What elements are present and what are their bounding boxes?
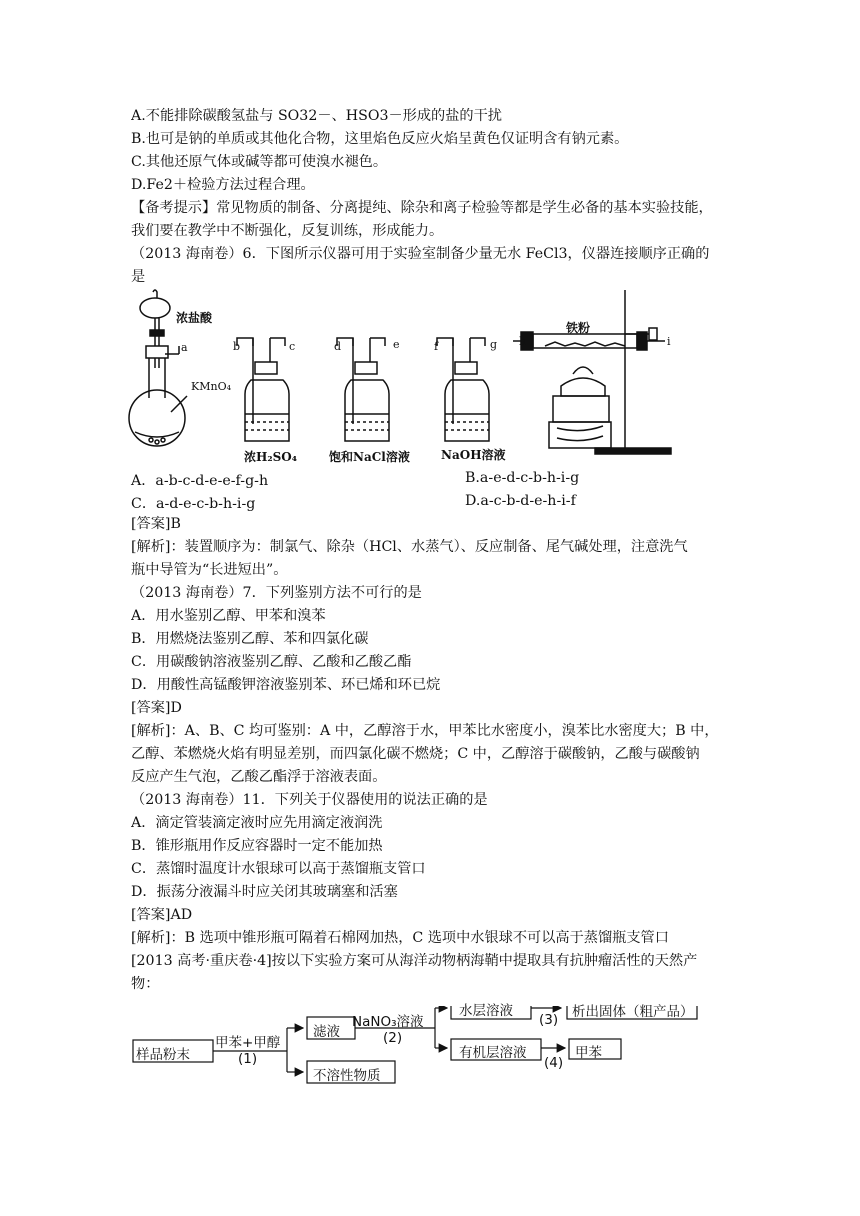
q6-option-b: B.a-e-d-c-b-h-i-g [465, 470, 580, 486]
port-f-label: f [434, 340, 439, 353]
flow-step-1: (1) [238, 1051, 258, 1067]
cq-stem-line-1: [2013 高考·重庆卷·4]按以下实验方案可从海洋动物柄海鞘中提取具有抗肿瘤活性的天然产 [131, 953, 698, 969]
flow-solid: 析出固体（粗产品） [572, 1004, 694, 1020]
flow-step-4: (4) [544, 1055, 564, 1071]
kmno4-label: KMnO₄ [191, 380, 231, 393]
text-line-1: A.不能排除碳酸氢盐与 SO32－、HSO3－形成的盐的干扰 [131, 108, 502, 124]
flow-organic: 有机层溶液 [459, 1045, 527, 1061]
q7-analysis-line-3: 反应产生气泡，乙酸乙酯浮于溶液表面。 [131, 769, 387, 785]
port-a-label: a [181, 341, 188, 354]
port-i-label: i [667, 335, 671, 348]
flow-aqueous: 水层溶液 [459, 1003, 513, 1019]
q11-answer: [答案]AD [131, 907, 193, 923]
q6-stem-line-1: （2013 海南卷）6．下图所示仪器可用于实验室制备少量无水 FeCl3，仪器连接顺序正确的 [131, 246, 710, 262]
tip-line-2: 我们要在教学中不断强化，反复训练，形成能力。 [131, 223, 444, 239]
flow-step-3: (3) [539, 1012, 559, 1028]
q11-option-b: B．锥形瓶用作反应容器时一定不能加热 [131, 838, 383, 854]
q6-option-a: A．a-b-c-d-e-e-f-g-h [131, 473, 269, 489]
q11-stem: （2013 海南卷）11．下列关于仪器使用的说法正确的是 [131, 792, 488, 808]
funnel-stopper [153, 290, 157, 298]
port-d-label: d [334, 340, 342, 353]
bottle2-label: 饱和NaCl溶液 [329, 450, 410, 464]
q7-stem: （2013 海南卷）7．下列鉴别方法不可行的是 [131, 585, 422, 601]
text-line-3: C.其他还原气体或碱等都可使溴水褪色。 [131, 154, 388, 170]
tip-line-1: 【备考提示】常见物质的制备、分离提纯、除杂和离子检验等都是学生必备的基本实验技能， [131, 200, 713, 216]
wash-bottle-1 [237, 338, 289, 441]
flow-toluene: 甲苯 [575, 1045, 602, 1061]
wash-bottle-2 [337, 338, 389, 441]
port-g-label: g [490, 338, 498, 351]
cq-stem-line-2: 物： [131, 976, 160, 992]
bottle1-label: 浓H₂SO₄ [244, 450, 297, 464]
iron-powder-label: 铁粉 [566, 321, 591, 335]
flow-sample: 样品粉末 [136, 1047, 190, 1063]
q7-option-c: C．用碳酸钠溶液鉴别乙醇、乙酸和乙酸乙酯 [131, 654, 412, 670]
q11-analysis: [解析]：B 选项中锥形瓶可隔着石棉网加热，C 选项中水银球不可以高于蒸馏瓶支管口 [131, 930, 669, 946]
flow-filtrate: 滤液 [313, 1024, 340, 1040]
flow-step-2: (2) [383, 1030, 403, 1046]
q7-analysis-line-2: 乙醇、苯燃烧火焰有明显差别，而四氯化碳不燃烧；C 中，乙醇溶于碳酸钠，乙酸与碳酸钠 [131, 746, 700, 762]
funnel-label: 浓盐酸 [176, 311, 213, 325]
iron-stand [513, 290, 671, 454]
wash-bottle-3 [437, 338, 489, 441]
q7-option-a: A．用水鉴别乙醇、甲苯和溴苯 [131, 608, 326, 624]
q6-answer: [答案]B [131, 516, 181, 532]
port-h-label: h [519, 335, 527, 348]
q7-answer: [答案]D [131, 700, 182, 716]
q11-option-d: D．振荡分液漏斗时应关闭其玻璃塞和活塞 [131, 884, 398, 900]
port-c-label: c [289, 340, 296, 353]
q6-analysis-line-2: 瓶中导管为“长进短出”。 [131, 562, 288, 578]
text-line-2: B.也可是钠的单质或其他化合物，这里焰色反应火焰呈黄色仅证明含有钠元素。 [131, 131, 629, 147]
funnel-bulb [140, 298, 170, 318]
bottle3-label: NaOH溶液 [441, 448, 506, 462]
q11-option-a: A．滴定管装滴定液时应先用滴定液润洗 [131, 815, 383, 831]
flow-reagent: NaNO₃溶液 [352, 1014, 424, 1030]
q7-option-d: D．用酸性高锰酸钾溶液鉴别苯、环已烯和环已烷 [131, 677, 441, 693]
q6-stem-line-2: 是 [131, 269, 146, 285]
flow-solvent: 甲苯+甲醇 [215, 1035, 281, 1051]
flow-insoluble: 不溶性物质 [313, 1068, 381, 1084]
text-line-4: D.Fe2＋检验方法过程合理。 [131, 177, 315, 193]
q6-option-d: D.a-c-b-d-e-h-i-f [465, 493, 576, 509]
q11-option-c: C．蒸馏时温度计水银球可以高于蒸馏瓶支管口 [131, 861, 426, 877]
port-e-label: e [393, 338, 400, 351]
q7-option-b: B．用燃烧法鉴别乙醇、苯和四氯化碳 [131, 631, 369, 647]
q6-analysis-line-1: [解析]：装置顺序为：制氯气、除杂（HCl、水蒸气）、反应制备、尾气碱处理，注意洗气 [131, 539, 688, 555]
port-b-label: b [233, 340, 241, 353]
q6-option-c: C．a-d-e-c-b-h-i-g [131, 496, 256, 512]
q7-analysis-line-1: [解析]：A、B、C 均可鉴别：A 中，乙醇溶于水，甲苯比水密度小，溴苯比水密度大；B 中， [131, 723, 719, 739]
